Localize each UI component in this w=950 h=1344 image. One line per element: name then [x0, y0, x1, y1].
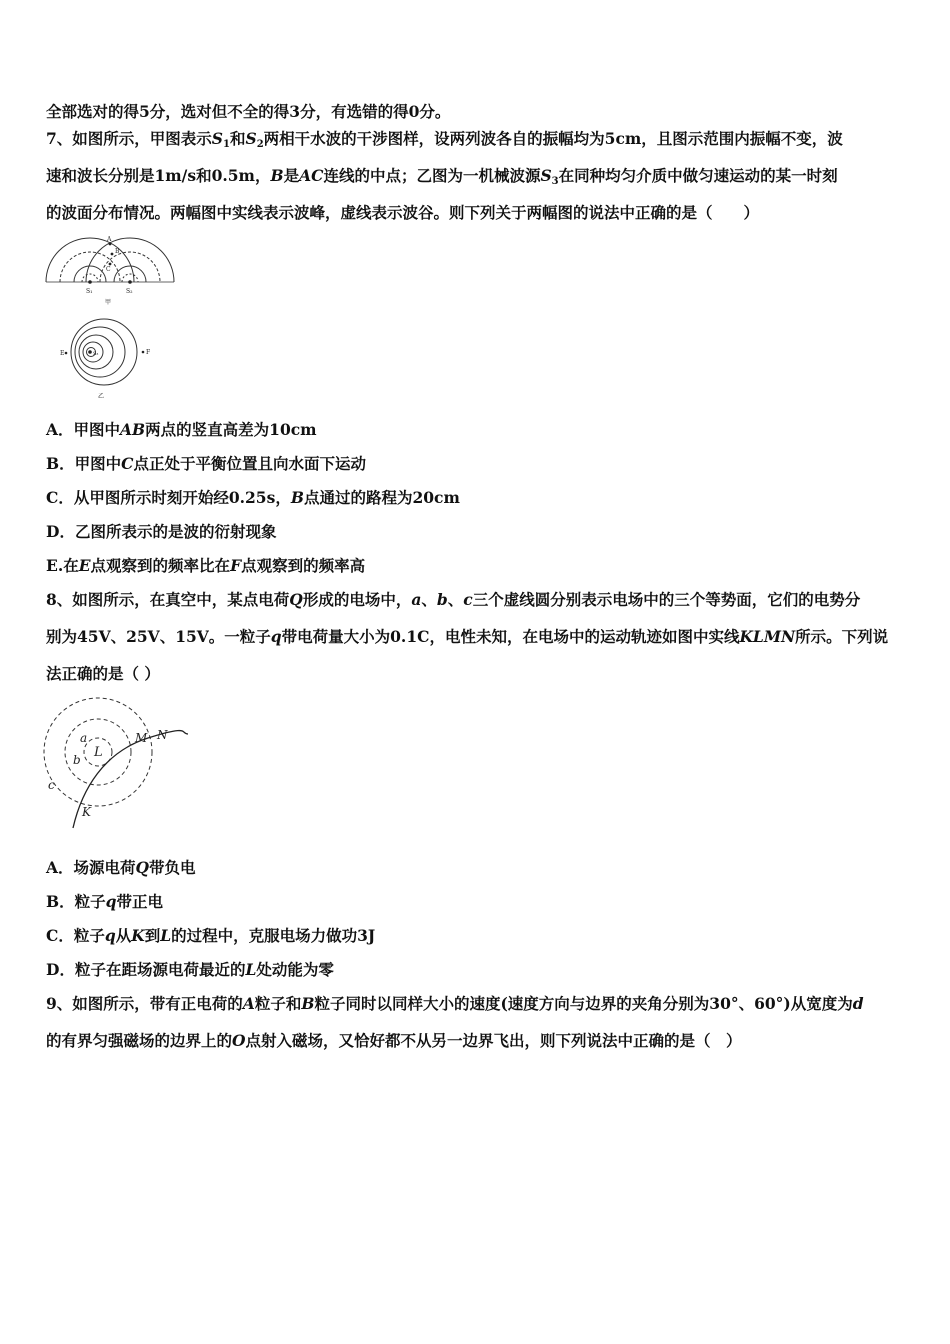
q8-line-1: 8、如图所示，在真空中，某点电荷Q形成的电场中，a、b、c三个虚线圆分别表示电场中的三个等势面，它们的电势分 [46, 590, 861, 609]
q8-option-b[interactable]: B．粒子q带正电 [46, 892, 163, 911]
q7-line-3: 的波面分布情况。两幅图中实线表示波峰，虚线表示波谷。则下列关于两幅图的说法中正确的是（ ） [46, 203, 760, 222]
fig3-label-b: b [73, 753, 81, 767]
fig3-label-k: K [82, 805, 91, 819]
q7-option-b[interactable]: B．甲图中C点正处于平衡位置且向水面下运动 [46, 454, 366, 473]
q8-line-3: 法正确的是（ ） [46, 664, 160, 683]
fig1-label-s1: S₁ [86, 288, 93, 295]
fig2-label-s3: S₃ [93, 351, 99, 357]
fig1-label-b: B [115, 248, 120, 255]
q7-option-a[interactable]: A．甲图中AB两点的竖直高差为10cm [46, 420, 317, 439]
intro-text: 全部选对的得5分，选对但不全的得3分，有选错的得0分。 [46, 102, 451, 121]
fig3-label-a: a [80, 731, 88, 745]
fig3-label-c: c [48, 778, 55, 792]
fig2-caption: 乙 [98, 393, 105, 400]
interference-figure [44, 236, 179, 306]
fig3-label-m: M [135, 731, 148, 745]
q8-option-a[interactable]: A．场源电荷Q带负电 [46, 858, 196, 877]
q8-line-2: 别为45V、25V、15V。一粒子q带电荷量大小为0.1C，电性未知，在电场中的运动轨迹如图中实线KLMN所示。下列说 [46, 627, 889, 646]
q8-option-c[interactable]: C．粒子q从K到L的过程中，克服电场力做功3J [46, 926, 376, 945]
q7-line-1: 7、如图所示，甲图表示$S_1$和$S_2$两相干水波的干涉图样，设两列波各自的振幅均为5cm，且图示范围内振幅不变，波 [46, 129, 843, 150]
fig2-label-e: E [60, 350, 65, 357]
fig3-label-n: N [157, 728, 168, 742]
fig1-label-a: A [107, 236, 112, 243]
q7-line-2: 速和波长分别是1m/s和0.5m，B是AC连线的中点；乙图为一机械波源$S_3$在同种均匀介质中做匀速运动的某一时刻 [46, 166, 838, 187]
q7-option-c[interactable]: C．从甲图所示时刻开始经0.25s，B点通过的路程为20cm [46, 488, 460, 507]
fig3-label-l: L [94, 745, 103, 760]
doppler-figure [60, 318, 155, 400]
fig1-label-s2: S₂ [126, 288, 133, 295]
q7-option-e[interactable]: E.在E点观察到的频率比在F点观察到的频率高 [46, 556, 366, 575]
fig1-caption: 甲 [105, 299, 112, 306]
q9-line-1: 9、如图所示，带有正电荷的A粒子和B粒子同时以同样大小的速度(速度方向与边界的夹角分别为30°、60°)从宽度为d [46, 994, 864, 1013]
equipotential-figure [42, 694, 192, 830]
q8-option-d[interactable]: D．粒子在距场源电荷最近的L处动能为零 [46, 960, 334, 979]
fig2-label-f: F [146, 349, 151, 356]
fig1-label-c: C [106, 266, 111, 273]
q7-option-d[interactable]: D．乙图所表示的是波的衍射现象 [46, 522, 277, 541]
q9-line-2: 的有界匀强磁场的边界上的O点射入磁场，又恰好都不从另一边界飞出，则下列说法中正确的是（ ） [46, 1031, 742, 1050]
